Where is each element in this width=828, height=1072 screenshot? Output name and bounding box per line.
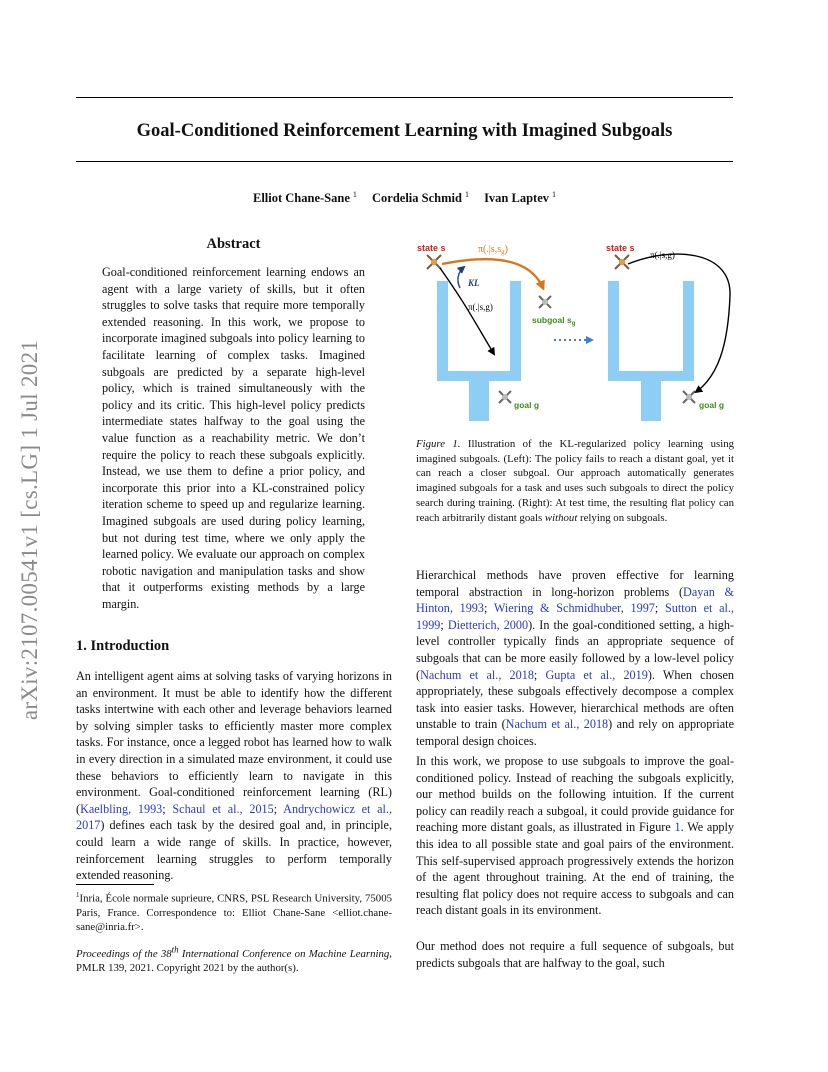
right-paragraph-1: Hierarchical methods have proven effective for learning temporal abstraction in long-horizon problems (Dayan & Hinton, 1993; Wiering & Schmidhuber, 1997; Sutton et al., 1999; Dietterich, 2000). In the goal-conditioned setting, a high-level controller typically finds an appropriate sequence of subgoals that can be more easily followed by a low-level policy (Nachum et al., 2018; Gupta et al., 2019). When chosen appropriately, these subgoals effectively decompose a complex task into easier tasks. However, hierarchical methods are often unstable to train (Nachum et al., 2018) and rely on appropriate temporal design choices. (416, 568, 735, 748)
citation-link[interactable]: Kaelbling, 1993 (80, 801, 163, 816)
figure-1 (412, 236, 737, 426)
arxiv-id-text: arXiv:2107.00541v1 [cs.LG] 1 Jul 2021 (17, 339, 42, 721)
citation-link[interactable]: Dayan & Hinton, 1993 (416, 584, 734, 616)
introduction-paragraph: An intelligent agent aims at solving tasks of varying horizons in an environment. It must be able to identify how the different tasks intertwine with each other and leverage behaviors learned by solving simpler tasks to efficiently master more complex tasks. For instance, once a legged robot has learned how to walk in every direction in a simulated maze environment, it could use these behaviors to efficiently learn to navigate in this environment. Goal-conditioned reinforcement learning (RL) (Kaelbling, 1993; Schaul et al., 2015; Andrychowicz et al., 2017) defines each task by the desired goal and, in principle, could learn a wide range of skills. In practice, however, reinforcement learning struggles to perform temporally extended reasoning. (76, 669, 393, 883)
robot-icon-state-right (615, 255, 629, 269)
label-goal-right: goal g (699, 400, 725, 410)
citation-link[interactable]: Dietterich, 2000 (447, 617, 529, 632)
label-state-left: state s (417, 243, 446, 253)
author-2: Cordelia Schmid $^1$ (372, 190, 469, 206)
robot-icon-subgoal (539, 296, 551, 308)
figure-reference-link[interactable]: 1 (674, 820, 681, 835)
label-policy-right: π(.|s,g) (650, 250, 675, 260)
arrow-kl (458, 267, 464, 288)
robot-icon-state-left (427, 255, 441, 269)
label-policy-left: π(.|s,g) (468, 302, 493, 312)
abstract-heading: Abstract (206, 236, 261, 252)
citation-link[interactable]: Gupta et al., 2019 (545, 667, 648, 682)
citation-link[interactable]: Sutton et al., 1999 (416, 601, 734, 632)
right-paragraph-2: In this work, we propose to use subgoals to improve the goal-conditioned policy. Instead of reaching the subgoals explicitly, our method builds on the following intuition. If the current policy can readily reach a subgoal, it could provide guidance for reaching more distant goals, as illustrated in Figure 1. We apply this idea to all possible state and goal pairs of the environment. This self-supervised approach progressively extends the horizon of the agent throughout training. At the end of training, the resulting flat policy does not require access to subgoals and can reach distant goals in its environment. (416, 754, 734, 918)
affiliation-footnote: $^1$Inria, École normale suprieure, CNRS, PSL Research University, 75005 Paris, France. Correspondence to: Elliot Chane-Sane <elliot.chane-sane@inria.fr>. (76, 891, 392, 934)
robot-icon-goal-left (499, 391, 511, 403)
label-goal-left: goal g (514, 400, 540, 410)
maze-right (608, 281, 694, 421)
introduction-heading: 1. Introduction (76, 638, 170, 654)
citation-link[interactable]: Schaul et al., 2015 (172, 801, 274, 816)
right-paragraph-3: Our method does not require a full sequence of subgoals, but predicts subgoals that are halfway to the goal, such (416, 939, 734, 970)
citation-link[interactable]: Nachum et al., 2018 (420, 667, 534, 682)
label-subgoal: subgoal $s_g$ (532, 315, 576, 327)
top-rule (76, 97, 733, 98)
title-rule (76, 161, 733, 162)
citation-link[interactable]: Wiering & Schmidhuber, 1997 (493, 601, 655, 616)
arxiv-stamp (4, 300, 56, 760)
footnote-rule (76, 884, 154, 885)
paper-title: Goal-Conditioned Reinforcement Learning with Imagined Subgoals (136, 121, 673, 141)
author-3: Ivan Laptev $^1$ (484, 190, 557, 206)
label-state-right: state s (606, 243, 635, 253)
arrow-prior-policy (442, 259, 543, 288)
robot-icon-goal-right (683, 391, 695, 403)
figure-caption: Figure 1. Illustration of the KL-regularized policy learning using imagined subgoals. (Left): The policy fails to reach a distant goal, yet it can reach a closer subgoal. Our approach automatically generates imagined subgoals for a task and uses such subgoals to direct the policy search during training. (Right): At test time, the resulting flat policy can reach arbitrarily distant goals without relying on subgoals. (416, 438, 734, 524)
author-1: Elliot Chane-Sane $^1$ (252, 190, 357, 206)
citation-link[interactable]: Nachum et al., 2018 (505, 717, 609, 732)
author-list (76, 190, 733, 206)
abstract-body: Goal-conditioned reinforcement learning endows an agent with a large variety of skills, but it often struggles to solve tasks that require more temporally extended reasoning. In this work, we propose to incorporate imagined subgoals into policy learning to facilitate learning of complex tasks. Imagined subgoals are predicted by a separate high-level policy, which is trained simultaneously with the policy and its critic. This high-level policy predicts intermediate states halfway to the goal using the value function as a reachability metric. We don’t require the policy to reach these subgoals explicitly. Instead, we use them to define a prior policy, and incorporate this prior into a KL-constrained policy iteration scheme to speed up and regularize learning. Imagined subgoals are used during policy learning, but not during test time, where we only apply the learned policy. We evaluate our approach on complex robotic navigation and manipulation tasks and show that it outperforms existing methods by a large margin. (102, 265, 365, 611)
label-kl: KL (468, 278, 480, 288)
citation-link[interactable]: Andrychowicz et al., 2017 (76, 801, 393, 833)
proceedings-note: Proceedings of the 38th International Conference on Machine Learning, PMLR 139, 2021. Copyright 2021 by the author(s). (76, 944, 392, 974)
label-prior-policy: $\pi(.|s,s_g)$ (478, 244, 509, 256)
